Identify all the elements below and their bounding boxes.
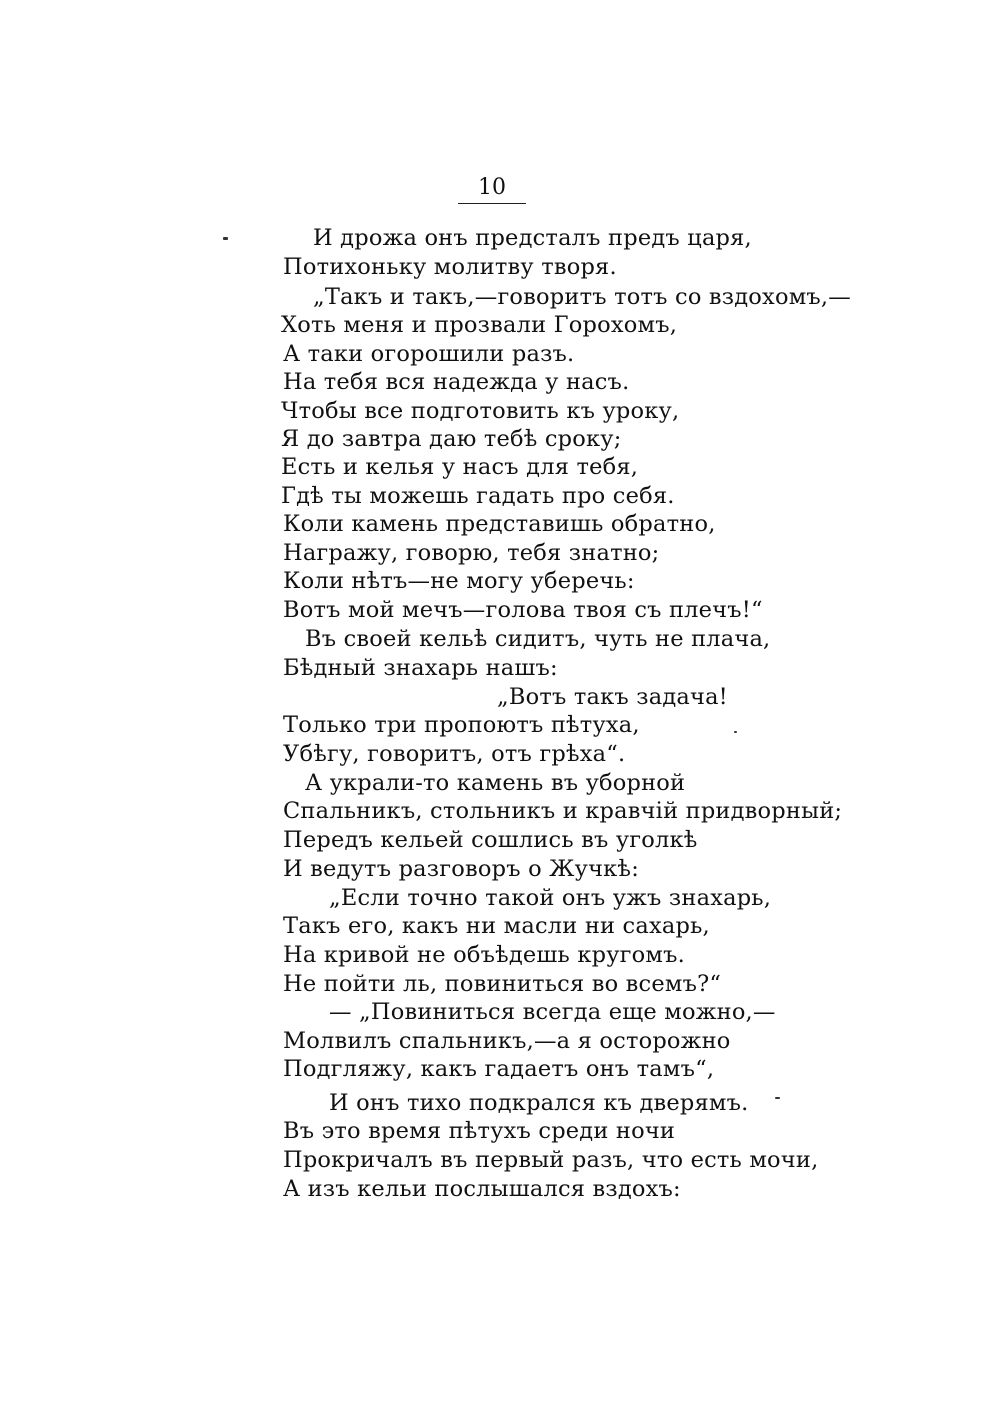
poem-line: Награжу, говорю, тебя знатно; xyxy=(283,540,660,566)
poem-line: Хоть меня и прозвали Горохомъ, xyxy=(281,312,678,338)
poem-line: Молвилъ спальникъ,—а я осторожно xyxy=(283,1028,731,1054)
poem-line: И онъ тихо подкрался къ дверямъ. xyxy=(329,1090,749,1116)
poem-line: Бѣдный знахарь нашъ: xyxy=(283,655,558,681)
poem-line: А украли-то камень въ уборной xyxy=(305,770,686,796)
poem-line: Я до завтра даю тебѣ сроку; xyxy=(281,426,622,452)
poem-line: Гдѣ ты можешь гадать про себя. xyxy=(281,483,675,509)
poem-line: Прокричалъ въ первый разъ, что есть мочи, xyxy=(283,1147,819,1173)
poem-line: Коли нѣтъ—не могу уберечь: xyxy=(283,568,635,594)
poem-line: На кривой не объѣдешь кругомъ. xyxy=(283,942,685,968)
poem-line: Чтобы все подготовить къ уроку, xyxy=(281,398,680,424)
poem-line: Вотъ мой мечъ—голова твоя съ плечъ!“ xyxy=(283,597,763,623)
poem-line: И дрожа онъ предсталъ предъ царя, xyxy=(313,225,752,251)
poem-line: Не пойти ль, повиниться во всемъ?“ xyxy=(283,971,722,997)
scan-speck xyxy=(223,237,228,240)
poem-line: Спальникъ, стольникъ и кравчій придворный; xyxy=(283,798,843,824)
poem-line: Въ это время пѣтухъ среди ночи xyxy=(283,1118,676,1144)
poem-line: И ведутъ разговоръ о Жучкѣ: xyxy=(283,856,639,882)
poem-line: — „Повиниться всегда еще можно,— xyxy=(329,999,776,1025)
scan-speck xyxy=(734,731,737,733)
scan-speck xyxy=(775,1097,780,1099)
poem-line: „Такъ и такъ,—говоритъ тотъ со вздохомъ,— xyxy=(313,284,851,310)
poem-line: А изъ кельи послышался вздохъ: xyxy=(283,1176,681,1202)
poem-line: На тебя вся надежда у насъ. xyxy=(283,369,630,395)
poem-line: „Вотъ такъ задача! xyxy=(497,684,728,710)
poem-line: Подгляжу, какъ гадаетъ онъ тамъ“, xyxy=(283,1056,715,1082)
poem-line: Такъ его, какъ ни масли ни сахарь, xyxy=(283,913,710,939)
page-number: 10 xyxy=(478,175,506,200)
poem-line: Убѣгу, говоритъ, отъ грѣха“. xyxy=(283,741,626,767)
poem-line: А таки огорошили разъ. xyxy=(283,341,575,367)
poem-line: Коли камень представишь обратно, xyxy=(283,511,716,537)
poem-line: Только три пропоютъ пѣтуха, xyxy=(283,712,640,738)
poem-line: Есть и келья у насъ для тебя, xyxy=(281,454,639,480)
poem-line: Потихоньку молитву творя. xyxy=(283,254,617,280)
poem-line: Передъ кельей сошлись въ уголкѣ xyxy=(283,827,698,853)
poem-line: „Если точно такой онъ ужъ знахарь, xyxy=(329,885,772,911)
poem-line: Въ своей кельѣ сидитъ, чуть не плача, xyxy=(305,626,771,652)
